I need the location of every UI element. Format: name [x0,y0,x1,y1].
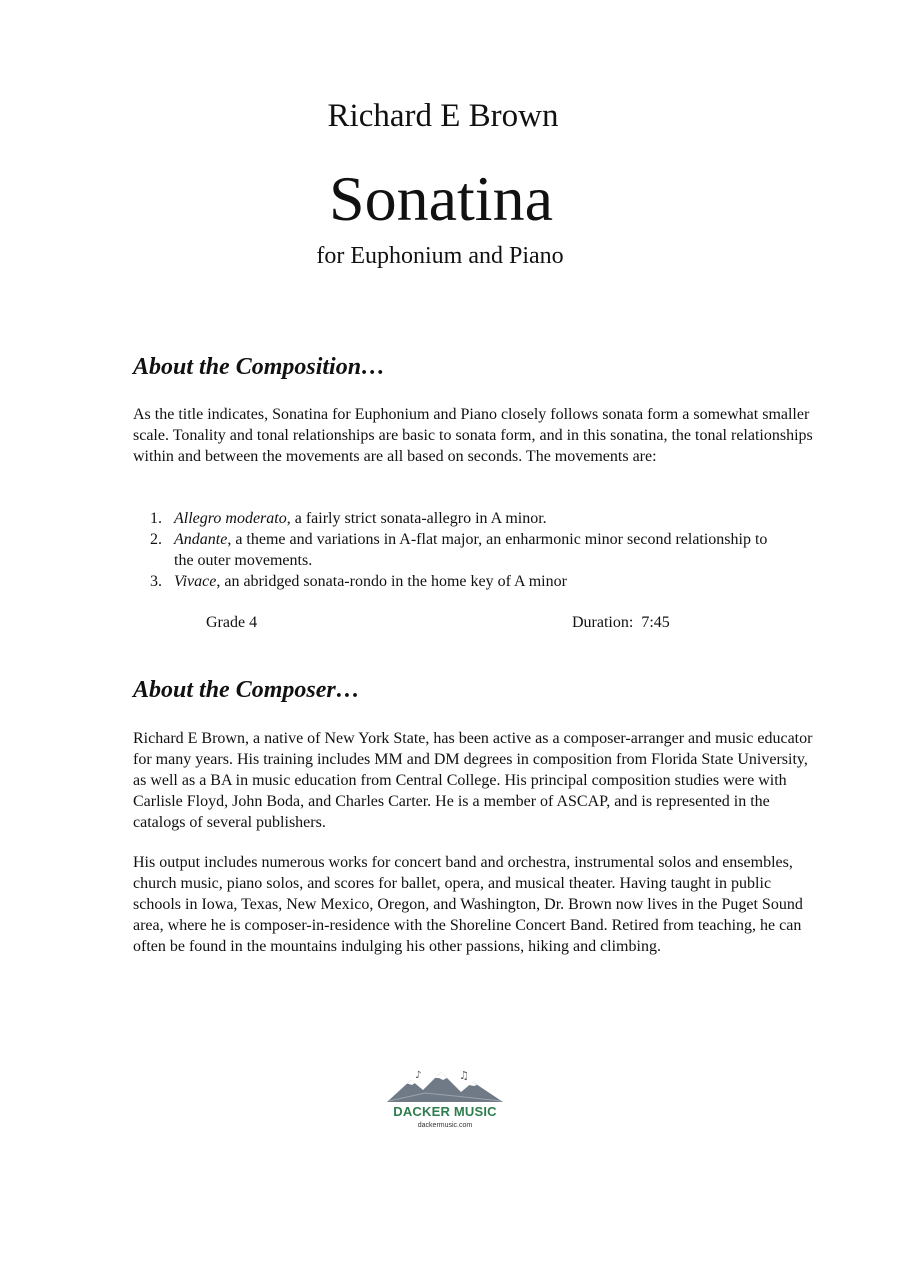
about-composer-heading: About the Composer… [133,677,360,703]
movement-item [150,508,790,529]
duration-value: 7:45 [641,614,670,631]
movement-list [150,508,790,592]
about-composition-heading: About the Composition… [133,354,386,380]
composition-intro-paragraph: As the title indicates, Sonatina for Euphonium and Piano closely follows sonata form a somewhat smaller scale. Tonality and tonal relationships are basic to sonata form, and in this sonatina, the tonal relationships within and between the movements are all based on seconds. The movements are: [133,406,813,465]
movement-description: , an abridged sonata-rondo in the home key of A minor [216,573,567,590]
movement-number: 3. [150,573,162,590]
duration-label: Duration: [572,614,634,631]
movement-tempo: Andante [174,531,228,548]
movement-item [150,571,790,592]
mountains-music-notes-icon [385,1068,505,1104]
page-subtitle: for Euphonium and Piano [316,243,564,269]
grade-level: Grade 4 [206,614,258,631]
movement-tempo: Allegro moderato [174,510,287,527]
publisher-logo [380,1068,510,1134]
svg-text:♫: ♫ [459,1069,469,1082]
movement-number: 1. [150,510,162,527]
duration [572,612,670,633]
movement-tempo: Vivace [174,573,217,590]
movement-description: , a theme and variations in A-flat major, an enharmonic minor second relationship to the outer movements. [174,531,768,569]
page-title: Sonatina [329,163,553,234]
composer-bio-paragraph-1: Richard E Brown, a native of New York State, has been active as a composer-arranger and music educator for many years. His training includes MM and DM degrees in composition from Florida State University, as well as a BA in music education from Central College. His principal composition studies were with Carlisle Floyd, John Boda, and Charles Carter. He is a member of ASCAP, and is represented in the catalogs of several publishers. [133,730,813,831]
publisher-name: DACKER MUSIC [393,1104,497,1119]
svg-text:♪: ♪ [415,1070,422,1081]
publisher-url: dackermusic.com [417,1122,473,1129]
composer-name: Richard E Brown [327,98,559,134]
movement-item [150,529,790,571]
movement-description: , a fairly strict sonata-allegro in A minor. [286,510,547,527]
composer-bio-paragraph-2: His output includes numerous works for concert band and orchestra, instrumental solos and ensembles, church music, piano solos, and scores for ballet, opera, and musical theater. Having taught in public schools in Iowa, Texas, New Mexico, Oregon, and Washington, Dr. Brown now lives in the Puget Sound area, where he is composer-in-residence with the Shoreline Concert Band. Retired from teaching, he can often be found in the mountains indulging his other passions, hiking and climbing. [133,854,803,955]
movement-number: 2. [150,531,162,548]
